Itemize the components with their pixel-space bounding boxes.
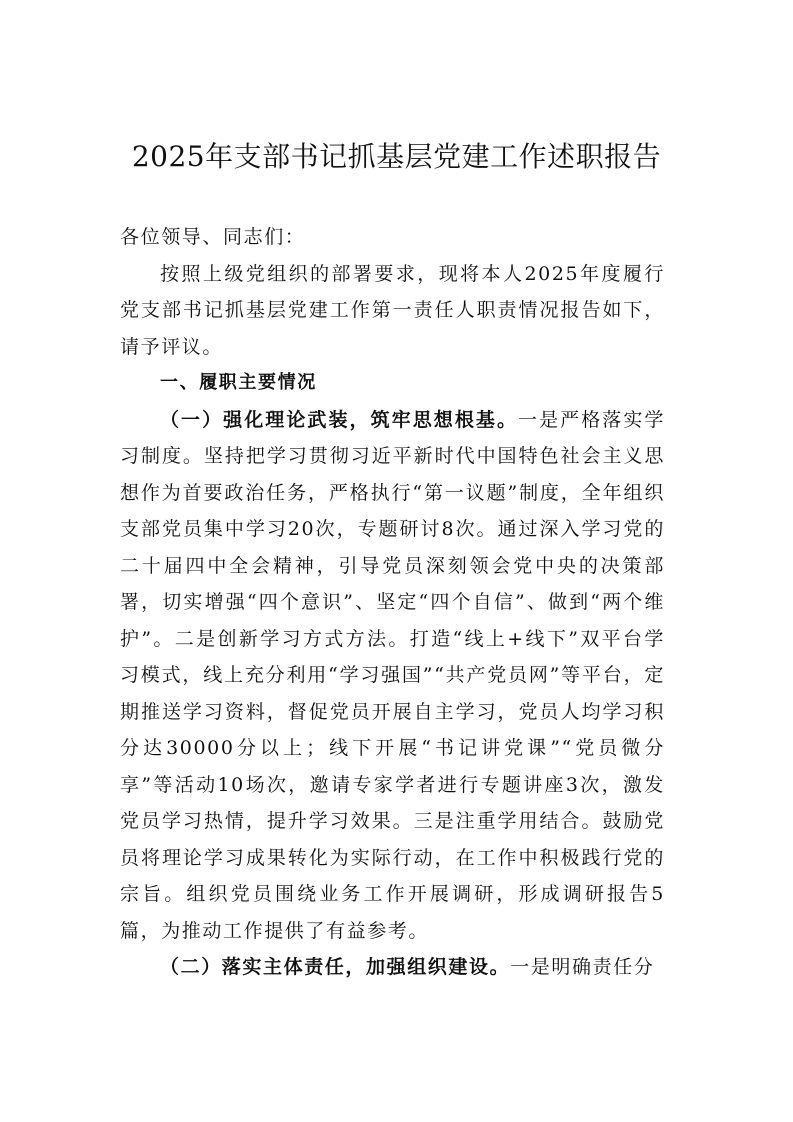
item-1-lead: （一）强化理论武装，筑牢思想根基。 bbox=[160, 408, 519, 431]
paragraph-item-1 bbox=[120, 402, 665, 950]
salutation: 各位领导、同志们： bbox=[120, 226, 306, 248]
paragraph-item-2 bbox=[120, 949, 665, 986]
document-title: 2025年支部书记抓基层党建工作述职报告 bbox=[131, 140, 662, 173]
intro-paragraph: 按照上级党组织的部署要求，现将本人2025年度履行党支部书记抓基层党建工作第一责任人职责情况报告如下，请予评议。 bbox=[120, 262, 665, 358]
item-2-text: 一是明确责任分 bbox=[510, 956, 655, 978]
document-body bbox=[120, 219, 665, 986]
item-1-text: 一是严格落实学习制度。坚持把学习贯彻习近平新时代中国特色社会主义思想作为首要政治任务，严格执行“第一议题”制度，全年组织支部党员集中学习20次，专题研讨8次。通过深入学习党的二十届四中全会精神，引导党员深刻领会党中央的决策部署，切实增强“四个意识”、坚定“四个自信”、做到“两个维护”。二是创新学习方式方法。打造“线上+线下”双平台学习模式，线上充分利用“学习强国”“共产党员网”等平台，定期推送学习资料，督促党员开展自主学习，党员人均学习积分达30000分以上；线下开展“书记讲党课”“党员微分享”等活动10场次，邀请专家学者进行专题讲座3次，激发党员学习热情，提升学习效果。三是注重学用结合。鼓励党员将理论学习成果转化为实际行动，在工作中积极践行党的宗旨。组织党员围绕业务工作开展调研，形成调研报告5篇，为推动工作提供了有益参考。 bbox=[120, 408, 665, 942]
section-heading: 一、履职主要情况 bbox=[160, 372, 317, 393]
item-2-lead: （二）落实主体责任，加强组织建设。 bbox=[160, 956, 511, 978]
